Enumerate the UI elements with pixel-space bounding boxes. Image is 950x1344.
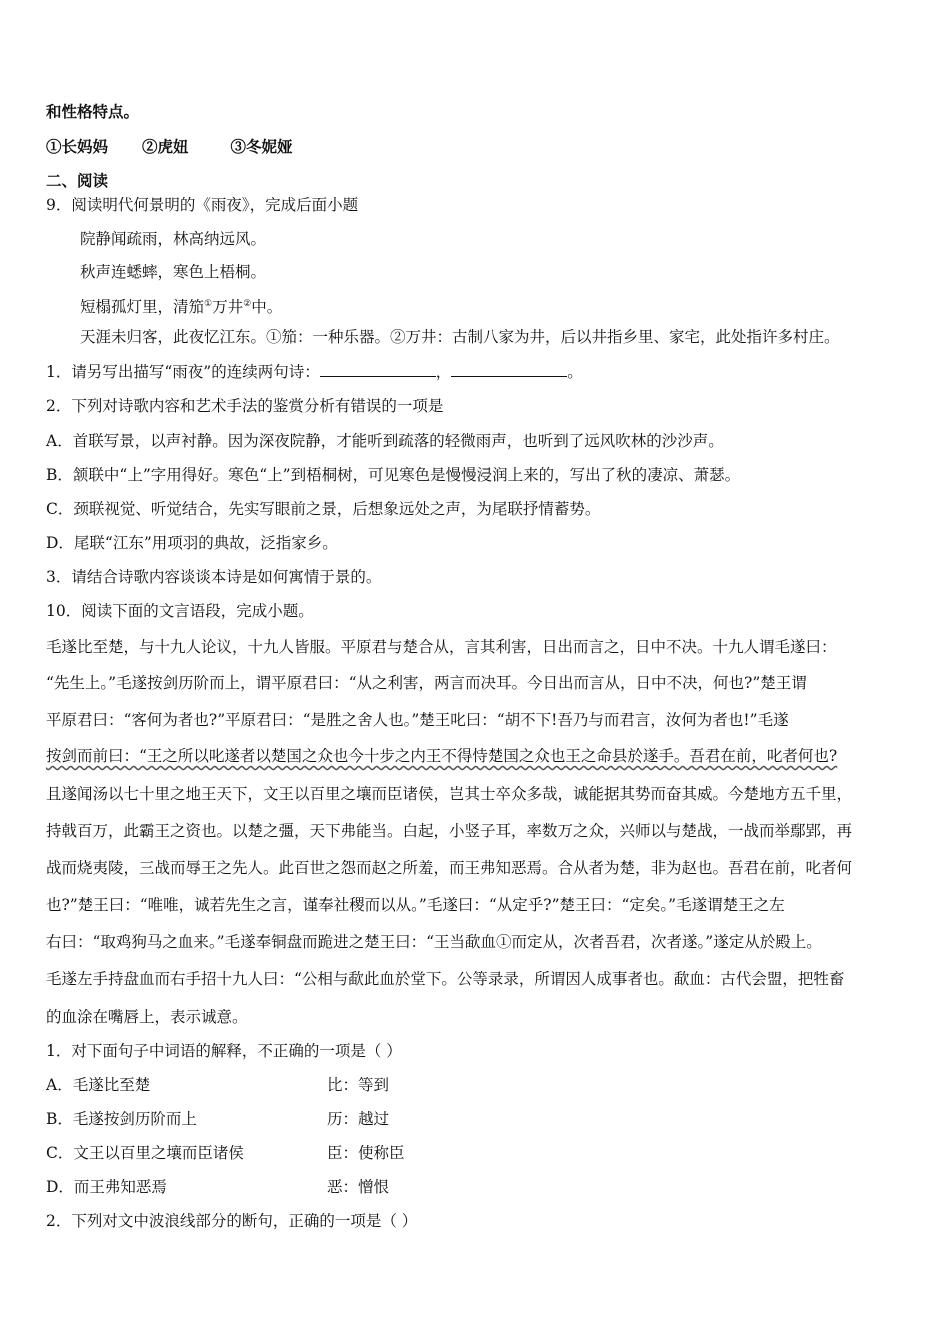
q10-sub2: 2．下列对文中波浪线部分的断句，正确的一项是（ ） (46, 1212, 418, 1230)
q10-option-c-text: C．文王以百里之壤而臣诸侯 (46, 1144, 244, 1162)
poem-line-4-with-notes: 天涯未归客，此夜忆江东。①笳：一种乐器。②万井：古制八家为井，后以井指乡里、家宅，此处指许多村庄。 (80, 328, 840, 346)
q10-option-b-gloss: 历：越过 (327, 1110, 390, 1128)
q10-option-a-gloss: 比：等到 (327, 1076, 390, 1094)
passage-line: 也?”楚王曰：“唯唯，诚若先生之言，谨奉社稷而以从。”毛遂曰：“从定乎?”楚王曰：“定矣。”毛遂谓楚王之左 (46, 896, 785, 914)
q10-option-c-gloss: 臣：使称臣 (327, 1144, 405, 1162)
q9-intro: 9．阅读明代何景明的《雨夜》，完成后面小题 (46, 196, 359, 214)
answer-blank-1[interactable] (320, 362, 436, 377)
option-3: ③冬妮娅 (230, 137, 293, 156)
continued-question-text: 和性格特点。 (46, 102, 140, 121)
passage-line: “先生上。”毛遂按剑历阶而上，谓平原君曰：“从之利害，两言而决耳。今日出而言从，日中不决，何也?”楚王谓 (46, 674, 807, 692)
q10-intro: 10．阅读下面的文言语段，完成小题。 (46, 602, 314, 620)
footnote-marker-1: ① (204, 299, 213, 309)
passage-line: 战而烧夷陵，三战而辱王之先人。此百世之怨而赵之所羞，而王弗知恶焉。合从者为楚，非为赵也。吾君在前，叱者何 (46, 859, 853, 877)
q10-sub1: 1．对下面句子中词语的解释，不正确的一项是（ ） (46, 1042, 402, 1060)
q9-sub2: 2．下列对诗歌内容和艺术手法的鉴赏分析有错误的一项是 (46, 397, 444, 415)
q10-option-a-text: A．毛遂比至楚 (46, 1076, 151, 1094)
q10-option-b-text: B．毛遂按剑历阶而上 (46, 1110, 197, 1128)
section-heading: 二、阅读 (46, 171, 109, 190)
passage-line: 平原君曰：“客何为者也?”平原君曰：“是胜之舍人也。”楚王叱曰：“胡不下!吾乃与而君言，汝何为者也!”毛遂 (46, 711, 789, 729)
passage-line: 且遂闻汤以七十里之地王天下，文王以百里之壤而臣诸侯，岂其士卒众多哉，诚能据其势而奋其威。今楚地方五千里， (46, 785, 853, 803)
option-2: ②虎妞 (142, 137, 189, 156)
passage-line: 毛遂左手持盘血而右手招十九人曰：“公相与歃此血於堂下。公等录录，所谓因人成事者也。歃血：古代会盟，把牲畜 (46, 970, 845, 988)
q9-option-d: D．尾联“江东”用项羽的典故，泛指家乡。 (46, 534, 338, 552)
answer-blank-2[interactable] (451, 362, 567, 377)
passage-line: 持戟百万，此霸王之资也。以楚之彊，天下弗能当。白起，小竖子耳，率数万之众，兴师以与楚战，一战而举鄢郢，再 (46, 822, 853, 840)
passage-line-wavy: 按剑而前曰：“王之所以叱遂者以楚国之众也今十步之内王不得恃楚国之众也王之命县於遂手。吾君在前，叱者何也? (46, 747, 838, 765)
footnote-marker-2: ② (243, 299, 252, 309)
q10-option-d-gloss: 恶：憎恨 (327, 1178, 390, 1196)
q9-sub1: 1．请另写出描写“雨夜”的连续两句诗： ， 。 (46, 363, 583, 381)
q9-option-a: A．首联写景，以声衬静。因为深夜院静，才能听到疏落的轻微雨声，也听到了远风吹林的沙沙声。 (46, 432, 724, 450)
q9-sub3: 3．请结合诗歌内容谈谈本诗是如何寓情于景的。 (46, 568, 382, 586)
poem-line-1: 院静闻疏雨，林高纳远风。 (80, 230, 267, 248)
passage-line: 的血涂在嘴唇上，表示诚意。 (46, 1008, 248, 1026)
passage-line: 右曰：“取鸡狗马之血来。”毛遂奉铜盘而跪进之楚王曰：“王当歃血①而定从，次者吾君，次者遂。”遂定从於殿上。 (46, 933, 822, 951)
poem-line-2: 秋声连蟋蟀，寒色上梧桐。 (80, 263, 267, 281)
q9-option-c: C．颈联视觉、听觉结合，先实写眼前之景，后想象远处之声，为尾联抒情蓄势。 (46, 500, 601, 518)
passage-line: 毛遂比至楚，与十九人论议，十九人皆服。平原君与楚合从，言其利害，日出而言之，日中不决。十九人谓毛遂曰： (46, 638, 837, 656)
q9-option-b: B．颔联中“上”字用得好。寒色“上”到梧桐树，可见寒色是慢慢浸润上来的，写出了秋的凄凉、萧瑟。 (46, 466, 741, 484)
option-1: ①长妈妈 (46, 137, 109, 156)
poem-line-3: 短榻孤灯里，清笳①万井②中。 (80, 298, 283, 317)
answer-options-row (46, 137, 293, 157)
q10-option-d-text: D．而王弗知恶焉 (46, 1178, 167, 1196)
